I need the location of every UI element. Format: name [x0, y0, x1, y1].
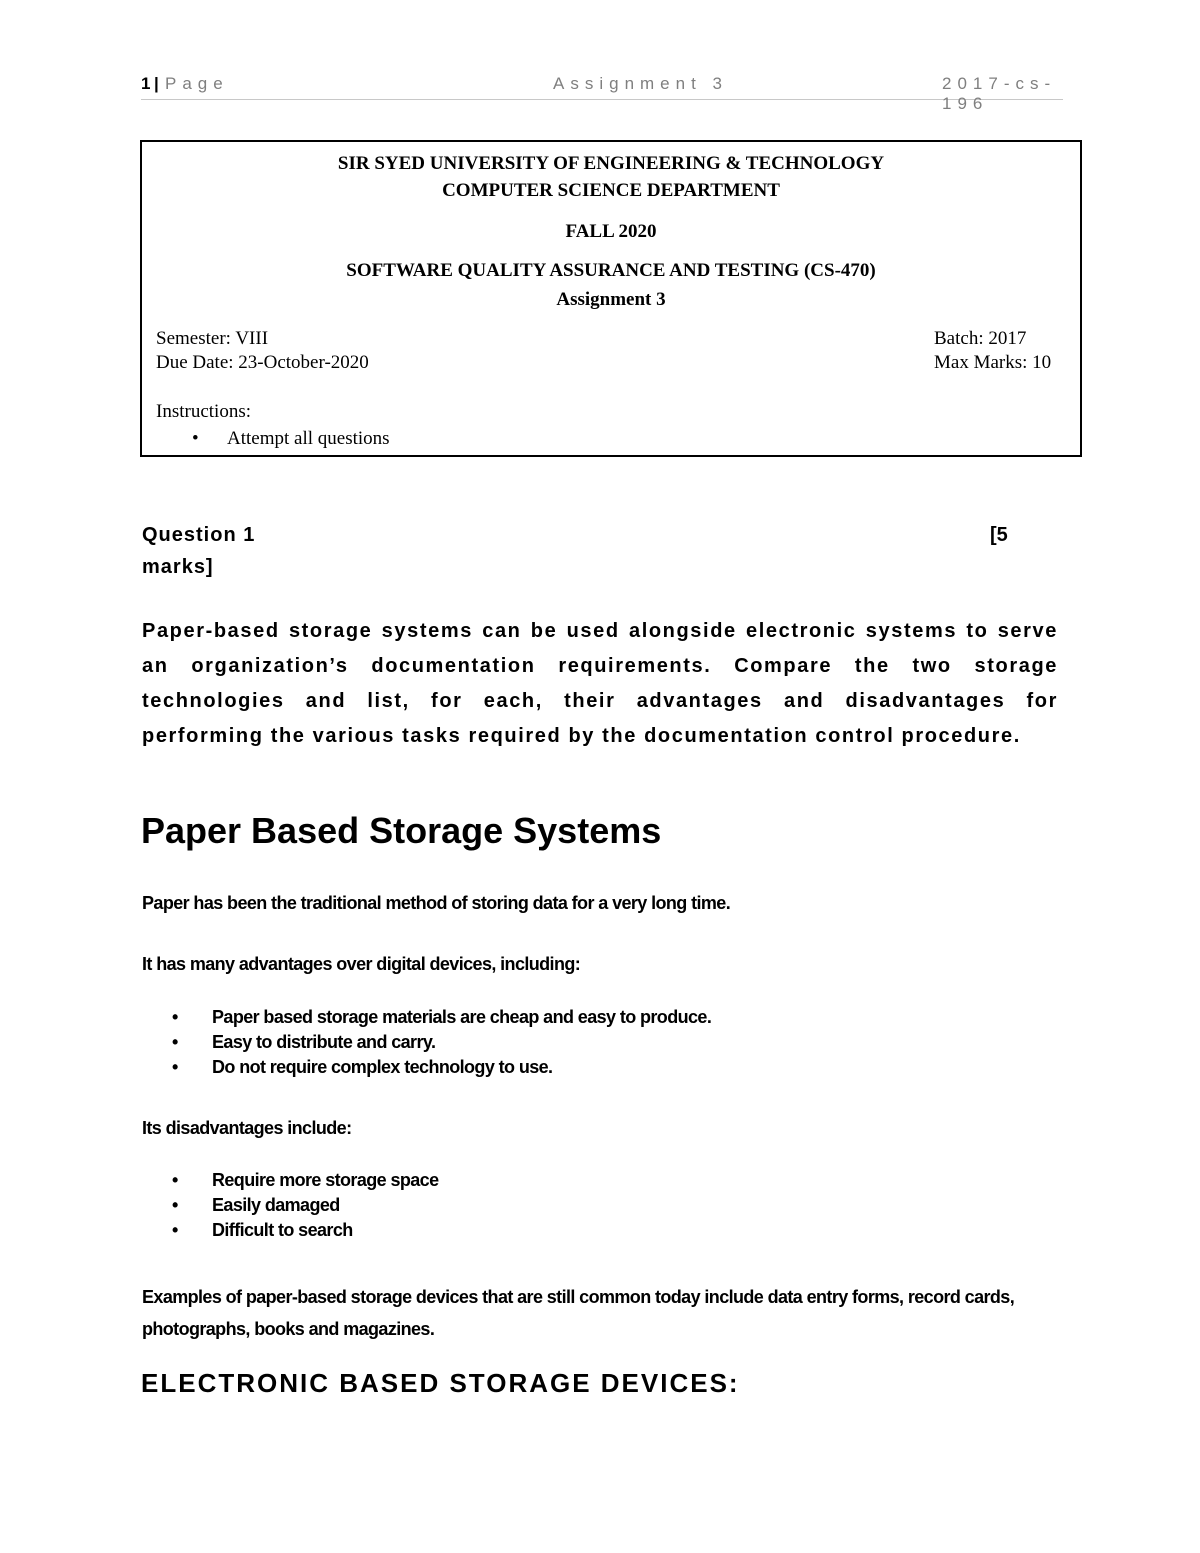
disadvantage-text: Require more storage space	[212, 1170, 439, 1190]
max-marks: Max Marks: 10	[934, 352, 1052, 373]
disadvantages-intro: Its disadvantages include:	[142, 1118, 352, 1138]
assignment-title-box	[140, 140, 1082, 457]
question-label: Question 1	[142, 524, 256, 546]
due-date: Due Date: 23-October-2020	[156, 352, 369, 373]
bullet-icon: •	[172, 1007, 178, 1027]
advantage-text: Do not require complex technology to use.	[212, 1057, 553, 1077]
question-marks: [5	[990, 524, 1008, 546]
list-item	[172, 1193, 439, 1218]
bullet-icon: •	[192, 428, 199, 449]
assignment-title: Assignment 3	[556, 289, 666, 310]
disadvantage-text: Difficult to search	[212, 1220, 353, 1240]
instruction-text: Attempt all questions	[227, 428, 390, 449]
disadvantage-text: Easily damaged	[212, 1195, 340, 1215]
semester: Semester: VIII	[156, 328, 269, 349]
advantage-text: Paper based storage materials are cheap and easy to produce.	[212, 1007, 712, 1027]
question-body: Paper-based storage systems can be used alongside electronic systems to serve an organization’s documentation requirements. Compare the two storage technologies and list, for each, their advantages and disadvantages for performing the various tasks required by the documentation control procedure.	[142, 620, 1058, 747]
question-marks-suffix: marks]	[142, 556, 214, 578]
advantage-text: Easy to distribute and carry.	[212, 1032, 436, 1052]
header-student-id: 2017-cs-196	[942, 74, 1057, 113]
advantages-list	[172, 1005, 711, 1080]
page-header	[141, 74, 1063, 113]
electronic-section-heading: ELECTRONIC BASED STORAGE DEVICES:	[141, 1368, 740, 1398]
batch: Batch: 2017	[934, 328, 1027, 349]
paper-intro: Paper has been the traditional method of storing data for a very long time.	[142, 893, 731, 913]
bullet-icon: •	[172, 1032, 178, 1052]
instructions-label: Instructions:	[156, 401, 251, 422]
header-title: Assignment 3	[553, 74, 728, 93]
list-item	[172, 1055, 711, 1080]
department-name: COMPUTER SCIENCE DEPARTMENT	[442, 180, 780, 201]
term: FALL 2020	[565, 221, 657, 242]
bullet-icon: •	[172, 1057, 178, 1077]
course-title: SOFTWARE QUALITY ASSURANCE AND TESTING (CS-470)	[346, 260, 876, 281]
bullet-icon: •	[172, 1170, 178, 1190]
university-name: SIR SYED UNIVERSITY OF ENGINEERING & TECHNOLOGY	[337, 153, 885, 174]
list-item	[172, 1030, 711, 1055]
header-separator: |	[154, 74, 159, 93]
paper-section-heading: Paper Based Storage Systems	[141, 810, 662, 851]
list-item	[172, 1005, 711, 1030]
list-item	[172, 1218, 439, 1243]
bullet-icon: •	[172, 1220, 178, 1240]
advantages-intro: It has many advantages over digital devices, including:	[142, 954, 581, 974]
bullet-icon: •	[172, 1195, 178, 1215]
page-number: 1	[141, 74, 151, 93]
disadvantages-list	[172, 1168, 439, 1243]
list-item	[172, 1168, 439, 1193]
page-word: Page	[165, 74, 229, 93]
examples-paragraph: Examples of paper-based storage devices that are still common today include data entry forms, record cards, photographs, books and magazines.	[142, 1287, 1015, 1339]
